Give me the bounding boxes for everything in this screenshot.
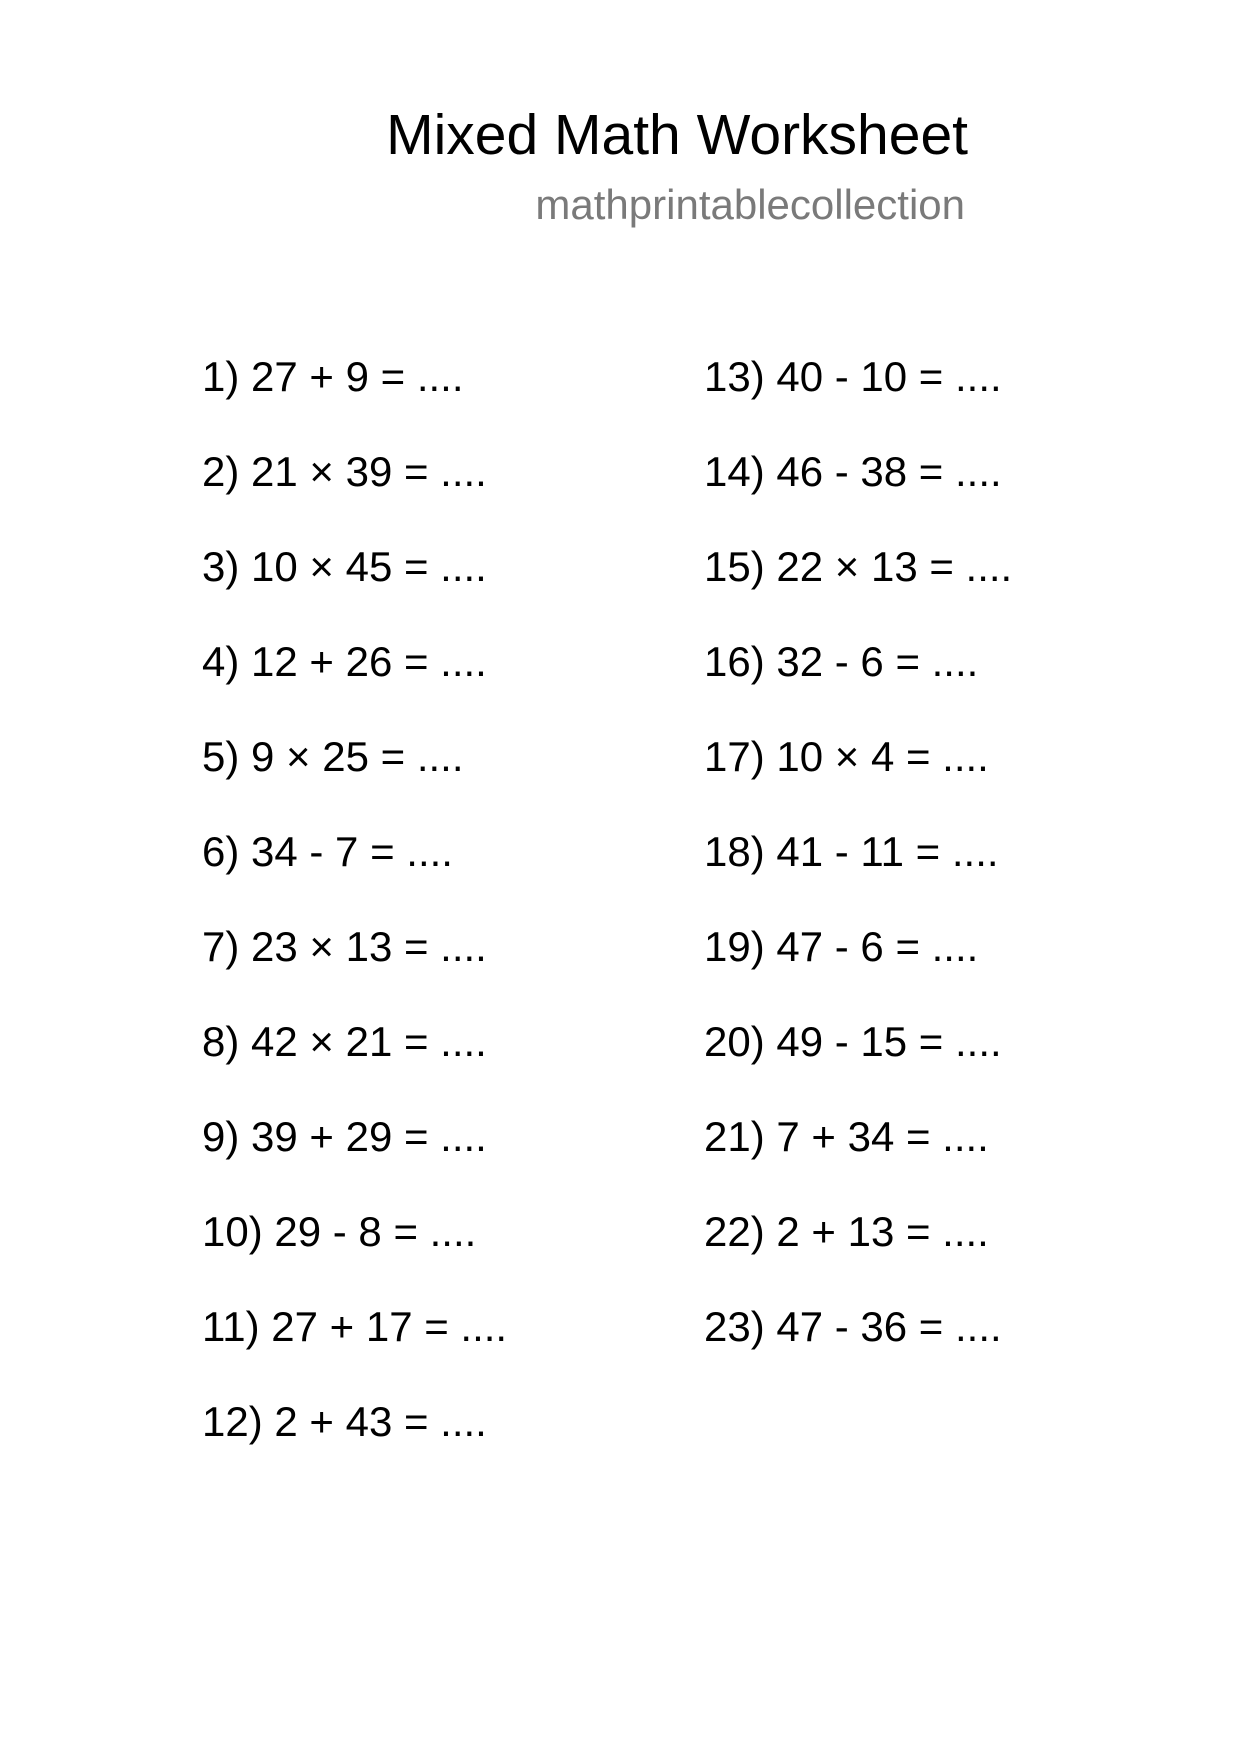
- problem-23: 23) 47 - 36 = ....: [704, 1303, 1002, 1350]
- problem-17: 17) 10 × 4 = ....: [704, 733, 989, 780]
- problem-18: 18) 41 - 11 = ....: [704, 828, 999, 875]
- problem-1: 1) 27 + 9 = ....: [202, 353, 464, 400]
- problem-20: 20) 49 - 15 = ....: [704, 1018, 1002, 1065]
- problem-2: 2) 21 × 39 = ....: [202, 448, 487, 495]
- problem-21: 21) 7 + 34 = ....: [704, 1113, 989, 1160]
- page-subtitle: mathprintablecollection: [535, 181, 965, 228]
- page-title: Mixed Math Worksheet: [386, 103, 968, 167]
- problem-13: 13) 40 - 10 = ....: [704, 353, 1002, 400]
- problem-10: 10) 29 - 8 = ....: [202, 1208, 477, 1255]
- problem-9: 9) 39 + 29 = ....: [202, 1113, 487, 1160]
- problem-15: 15) 22 × 13 = ....: [704, 543, 1013, 590]
- problem-6: 6) 34 - 7 = ....: [202, 828, 453, 875]
- problem-column-left: [202, 352, 507, 1492]
- problem-3: 3) 10 × 45 = ....: [202, 543, 487, 590]
- problem-14: 14) 46 - 38 = ....: [704, 448, 1002, 495]
- problem-5: 5) 9 × 25 = ....: [202, 733, 464, 780]
- problem-7: 7) 23 × 13 = ....: [202, 923, 487, 970]
- problem-11: 11) 27 + 17 = ....: [202, 1303, 508, 1350]
- problem-4: 4) 12 + 26 = ....: [202, 638, 487, 685]
- problem-8: 8) 42 × 21 = ....: [202, 1018, 487, 1065]
- problem-19: 19) 47 - 6 = ....: [704, 923, 979, 970]
- problem-22: 22) 2 + 13 = ....: [704, 1208, 989, 1255]
- problem-12: 12) 2 + 43 = ....: [202, 1398, 487, 1445]
- problem-column-right: [704, 352, 1012, 1397]
- problem-16: 16) 32 - 6 = ....: [704, 638, 979, 685]
